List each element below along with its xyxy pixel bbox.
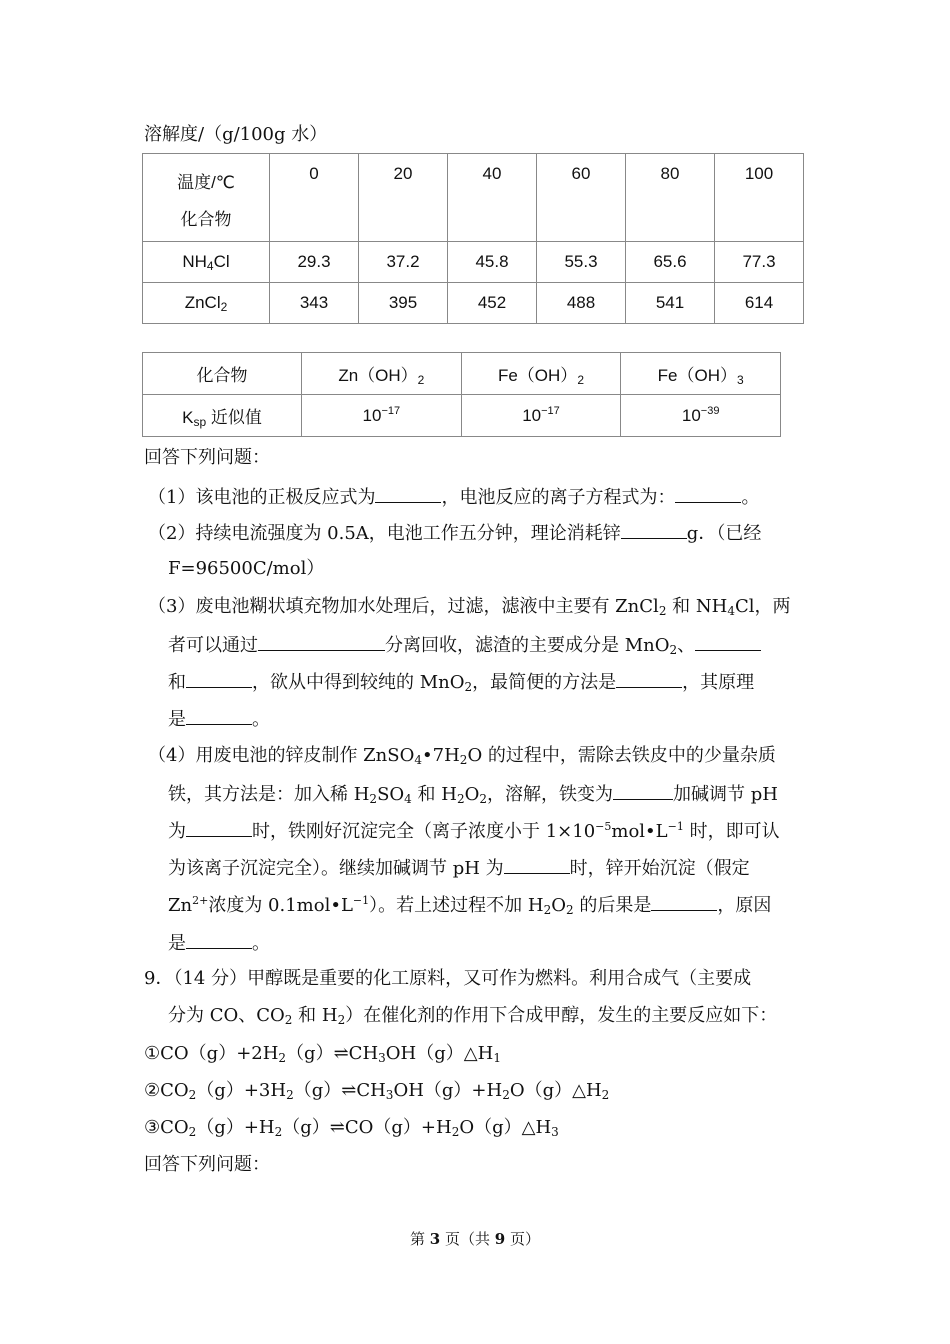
question-4-line2: 铁，其方法是：加入稀 $H_2SO_4$ 和 $H_2O_2$，溶解，铁变为 加碱调节 pH: [168, 781, 778, 807]
compound-zncl2: ZnCl$_2$: [143, 283, 270, 324]
table-row: [143, 154, 804, 242]
answer-blank[interactable]: [675, 484, 741, 503]
table-header-cell: [143, 154, 270, 242]
question-4-line4: 为该离子沉淀完全）。继续加碱调节 pH 为 时，锌开始沉淀（假定: [168, 855, 750, 881]
question-3-line4: 是 。: [168, 706, 270, 732]
ksp-table: [142, 352, 781, 437]
answer-blank[interactable]: [258, 632, 385, 651]
question-9: 9．（14 分）甲醇既是重要的化工原料，又可作为燃料。利用合成气（主要成: [144, 968, 752, 989]
ksp-value: $10^{-17}$: [461, 395, 621, 437]
solubility-caption: 溶解度/（g/100g 水）: [144, 124, 328, 145]
question-4: （4）用废电池的锌皮制作 $ZnSO_4•7H_2O$ 的过程中，需除去铁皮中的少量杂质: [148, 745, 776, 767]
solubility-table: [142, 153, 804, 324]
answer-blank[interactable]: [504, 855, 570, 874]
ksp-value: $10^{-39}$: [621, 395, 781, 437]
question-3-line2: 者可以通过 分离回收，滤渣的主要成分是 MnO$_2$、: [168, 632, 761, 658]
question-4-line5: $Zn^{2+}$浓度为 $0.1mol•L^{-1}$）。若上述过程不加 $H_2O_2$ 的后果是 ，原因: [168, 894, 772, 917]
compound-header: 化合物: [180, 210, 232, 229]
compound-cell: $Zn(OH)_2$: [302, 353, 462, 395]
question-2: （2）持续电流强度为 0.5A，电池工作五分钟，理论消耗锌 g．（已经: [148, 520, 761, 546]
reaction-1: $①CO(g)+2H_2(g)\rightleftharpoons CH_3OH(g)\triangle H_1$: [144, 1043, 501, 1065]
page-footer: 第 3 页（共 9 页）: [410, 1230, 540, 1248]
reaction-2: $②CO_2(g)+3H_2(g)\rightleftharpoons CH_3OH(g)+H_2O(g)\triangle H_2$: [144, 1080, 610, 1102]
question-3-line3: 和 ，欲从中得到较纯的 MnO$_2$，最简便的方法是 ，其原理: [168, 669, 754, 695]
question-4-line6: 是 。: [168, 930, 270, 956]
value-cell: 77.3: [715, 242, 804, 283]
answer-blank[interactable]: [616, 669, 682, 688]
answer-blank[interactable]: [186, 706, 252, 725]
value-cell: 452: [448, 283, 537, 324]
compound-cell: $Fe(OH)_2$: [461, 353, 621, 395]
temp-cell: 20: [359, 154, 448, 242]
value-cell: 29.3: [270, 242, 359, 283]
value-cell: 343: [270, 283, 359, 324]
answer-intro-2: 回答下列问题：: [144, 1154, 270, 1175]
answer-blank[interactable]: [375, 484, 441, 503]
table-row: [143, 395, 781, 437]
temperature-header: 温度/℃: [177, 173, 235, 192]
table-row: [143, 353, 781, 395]
question-4-line3: 为 时，铁刚好沉淀完全（离子浓度小于 $1\times 10^{-5}mol•L^{-1}$ 时，即可认: [168, 820, 780, 842]
question-1: （1）该电池的正极反应式为 ，电池反应的离子方程式为： 。: [148, 484, 759, 510]
answer-blank[interactable]: [613, 781, 673, 800]
answer-blank[interactable]: [651, 892, 717, 911]
value-cell: 395: [359, 283, 448, 324]
ksp-header: 化合物: [143, 353, 302, 395]
temp-cell: 40: [448, 154, 537, 242]
value-cell: 65.6: [626, 242, 715, 283]
value-cell: 614: [715, 283, 804, 324]
answer-blank[interactable]: [621, 520, 687, 539]
ksp-value: $10^{-17}$: [302, 395, 462, 437]
compound-cell: $Fe(OH)_3$: [621, 353, 781, 395]
value-cell: 55.3: [537, 242, 626, 283]
question-3: （3）废电池糊状填充物加水处理后，过滤，滤液中主要有 ZnCl$_2$ 和 $NH_4Cl$，两: [148, 596, 791, 618]
temp-cell: 100: [715, 154, 804, 242]
reaction-3: $③CO_2(g)+H_2(g)\rightleftharpoons CO(g)+H_2O(g)\triangle H_3$: [144, 1117, 559, 1139]
value-cell: 45.8: [448, 242, 537, 283]
answer-blank[interactable]: [186, 669, 252, 688]
answer-blank[interactable]: [186, 818, 252, 837]
question-2-cont: F=96500C/mol）: [168, 558, 325, 579]
temp-cell: 60: [537, 154, 626, 242]
temp-cell: 80: [626, 154, 715, 242]
answer-blank[interactable]: [186, 930, 252, 949]
value-cell: 488: [537, 283, 626, 324]
question-9-line2: 分为 CO、$CO_2$ 和 $H_2$）在催化剂的作用下合成甲醇，发生的主要反应如下：: [168, 1005, 778, 1027]
table-row: [143, 242, 804, 283]
value-cell: 37.2: [359, 242, 448, 283]
value-cell: 541: [626, 283, 715, 324]
answer-blank[interactable]: [695, 632, 761, 651]
answer-intro: 回答下列问题：: [144, 447, 270, 468]
table-row: [143, 283, 804, 324]
temp-cell: 0: [270, 154, 359, 242]
ksp-row-label: $K_{sp}$ 近似值: [143, 395, 302, 437]
compound-nh4cl: $NH_4Cl$: [143, 242, 270, 283]
